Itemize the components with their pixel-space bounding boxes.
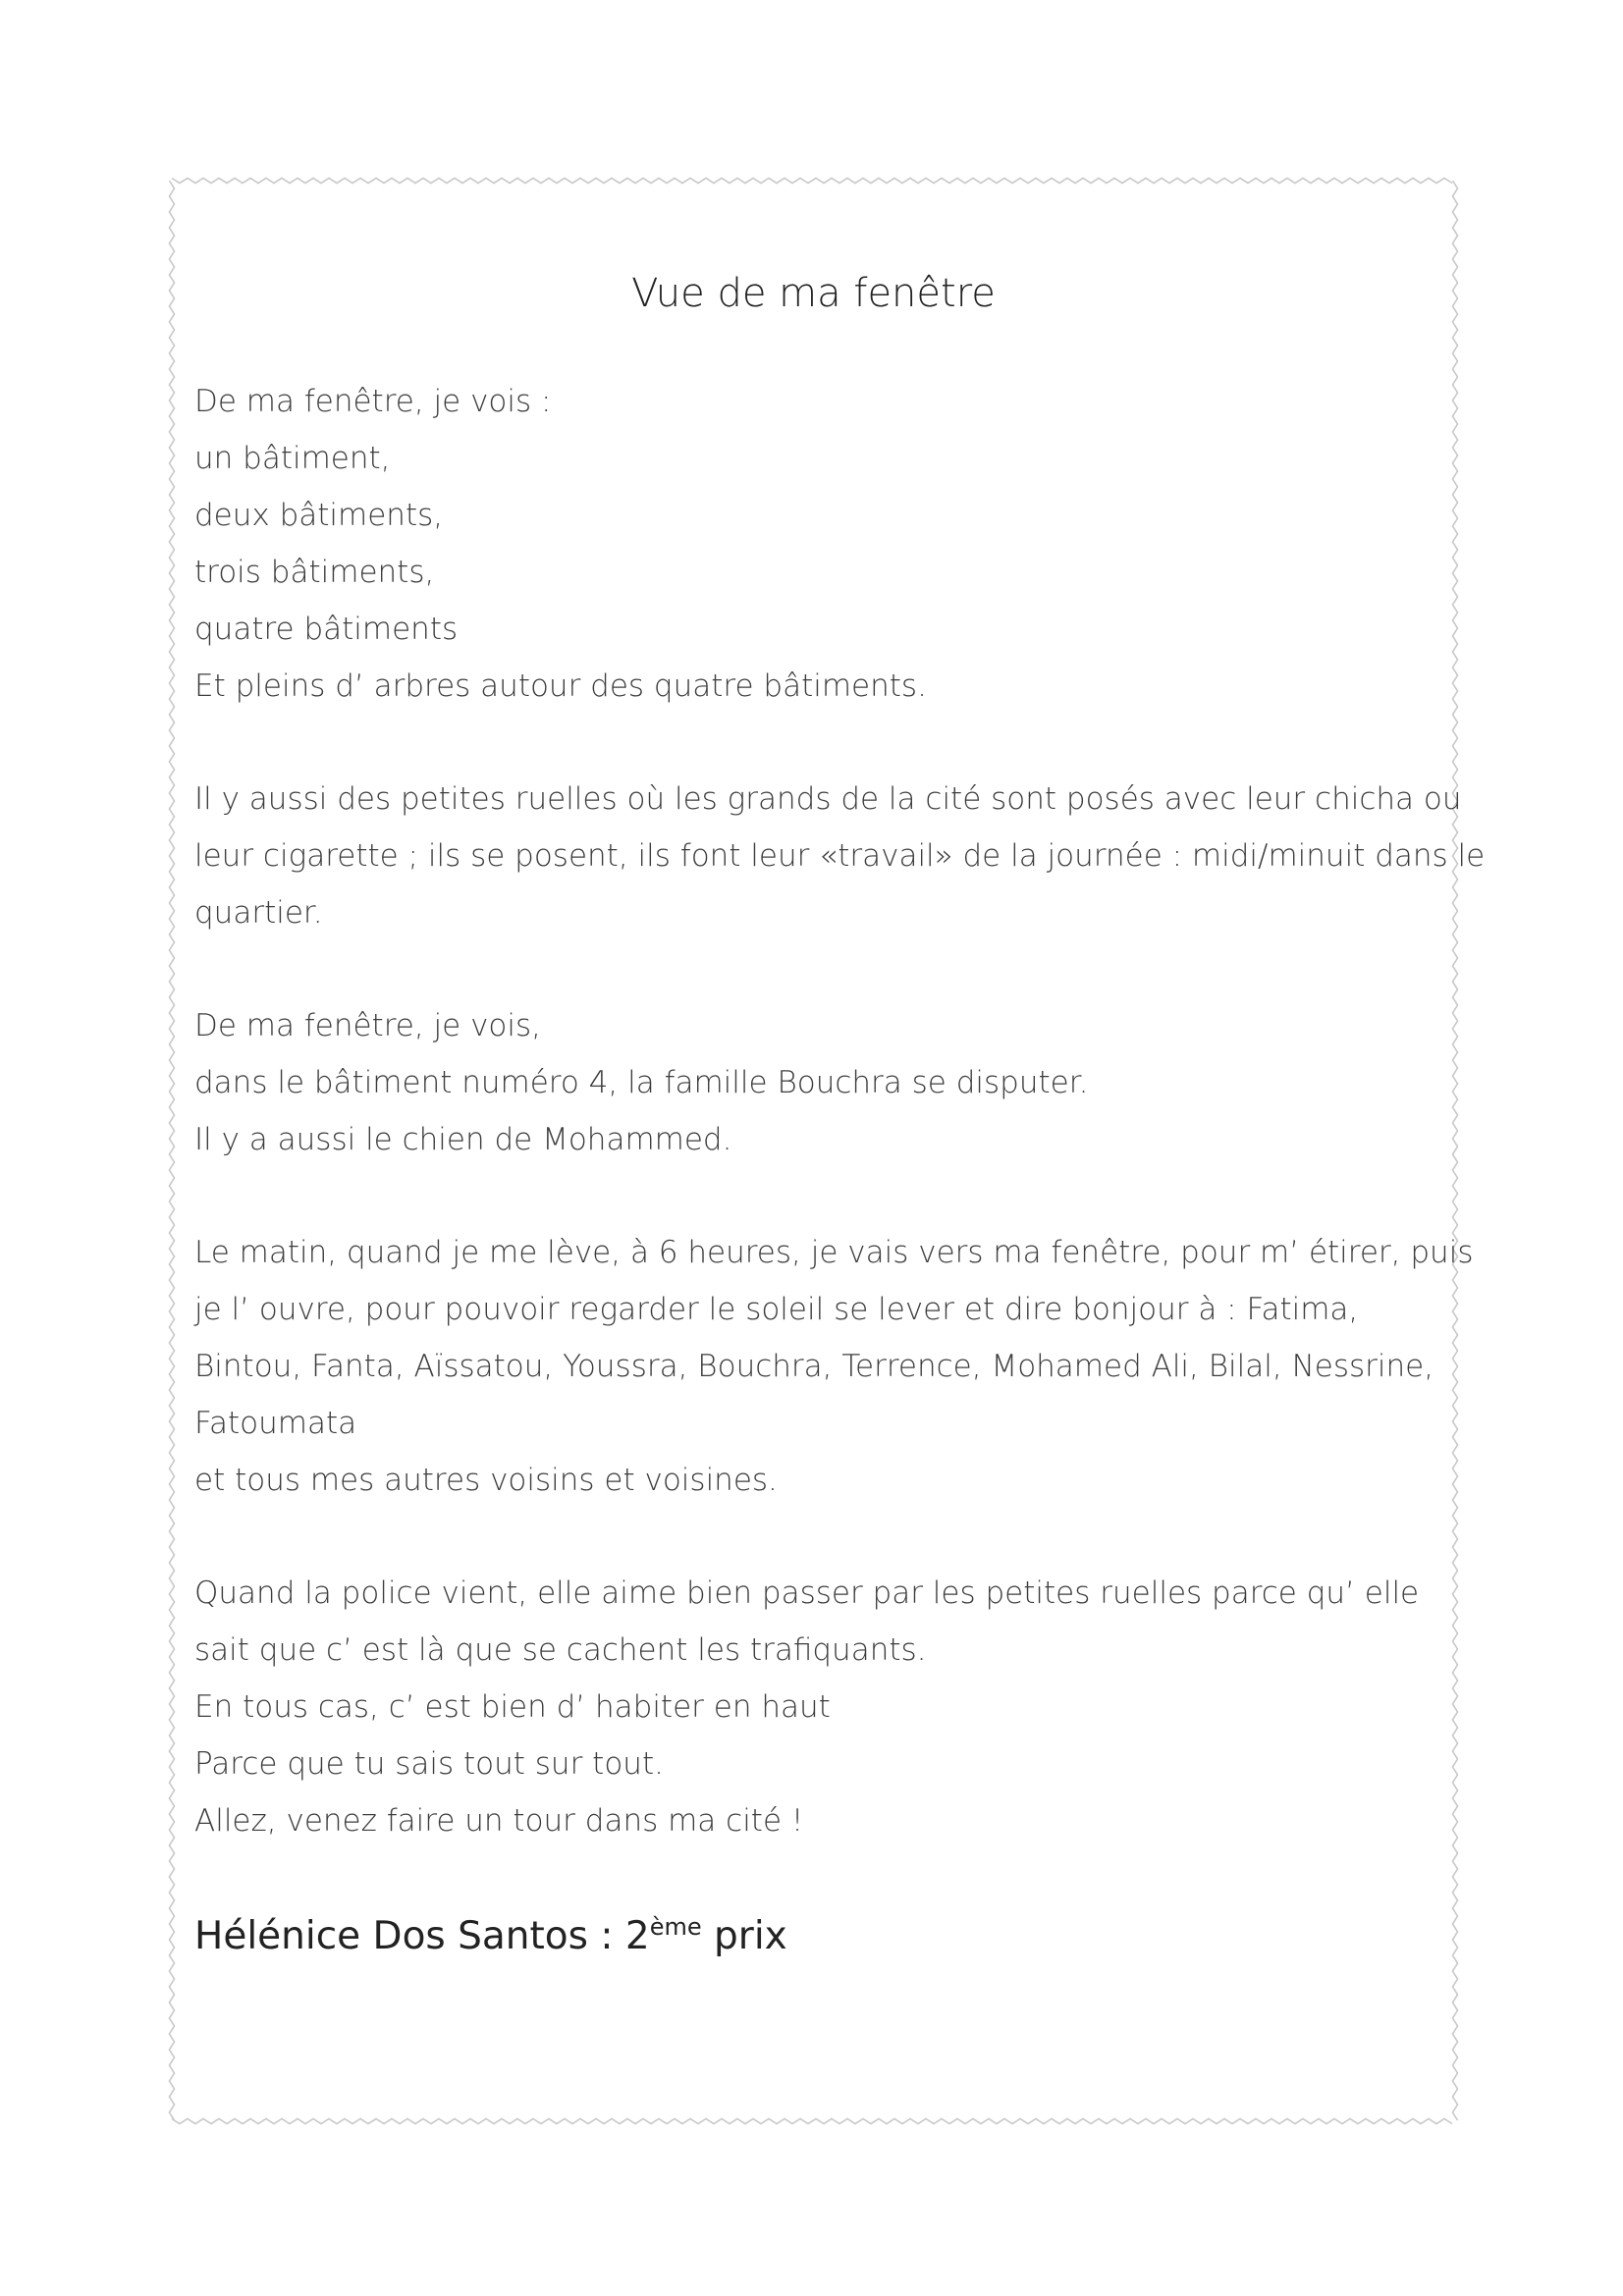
- poem-line: Il y aussi des petites ruelles où les grands de la cité sont posés avec leur chicha ou: [194, 781, 1462, 817]
- stanza-1: [194, 373, 1451, 715]
- poem-line: Parce que tu sais tout sur tout.: [194, 1746, 664, 1782]
- poem-line: Quand la police vient, elle aime bien passer par les petites ruelles parce qu’ elle: [194, 1575, 1420, 1611]
- poem-line: leur cigarette ; ils se posent, ils font leur «travail» de la journée : midi/minuit dans le: [194, 838, 1486, 874]
- poem-line: Il y a aussi le chien de Mohammed.: [194, 1122, 732, 1157]
- poem-line: sait que c’ est là que se cachent les trafiquants.: [194, 1632, 927, 1668]
- poem-line: Le matin, quand je me lève, à 6 heures, je vais vers ma fenêtre, pour m’ étirer, puis: [194, 1235, 1474, 1270]
- stanza-4: [194, 1224, 1474, 1509]
- author-rank-superscript: ème: [649, 1913, 702, 1941]
- stanza-3: [194, 997, 1451, 1168]
- stanza-5: [194, 1565, 1451, 1849]
- poem-line: De ma fenêtre, je vois,: [194, 1008, 542, 1043]
- poem-line: De ma fenêtre, je vois :: [194, 384, 552, 419]
- author-prize: prix: [701, 1914, 787, 1958]
- poem-line: quartier.: [194, 895, 323, 931]
- poem-line: trois bâtiments,: [194, 555, 435, 590]
- poem-line: quatre bâtiments: [194, 612, 459, 647]
- page-title: Vue de ma fenêtre: [631, 271, 996, 316]
- author-name: Hélénice Dos Santos : 2: [194, 1914, 650, 1958]
- poem-line: Et pleins d’ arbres autour des quatre bâtiments.: [194, 668, 927, 704]
- poem-frame: [168, 177, 1486, 2125]
- poem-body: [194, 373, 1486, 1905]
- poem-line: et tous mes autres voisins et voisines.: [194, 1463, 778, 1498]
- poem-line: Bintou, Fanta, Aïssatou, Youssra, Bouchra, Terrence, Mohamed Ali, Bilal, Nessrine,: [194, 1349, 1434, 1384]
- poem-line: dans le bâtiment numéro 4, la famille Bouchra se disputer.: [194, 1065, 1089, 1100]
- stanza-2: [194, 771, 1486, 941]
- poem-line: Allez, venez faire un tour dans ma cité !: [194, 1803, 804, 1839]
- poem-line: deux bâtiments,: [194, 498, 444, 533]
- poem-line: je l’ ouvre, pour pouvoir regarder le soleil se lever et dire bonjour à : Fatima,: [194, 1292, 1359, 1327]
- poem-line: En tous cas, c’ est bien d’ habiter en haut: [194, 1689, 831, 1725]
- poem-line: un bâtiment,: [194, 441, 391, 476]
- author-credit: [194, 1914, 787, 1958]
- poem-line: Fatoumata: [194, 1406, 357, 1441]
